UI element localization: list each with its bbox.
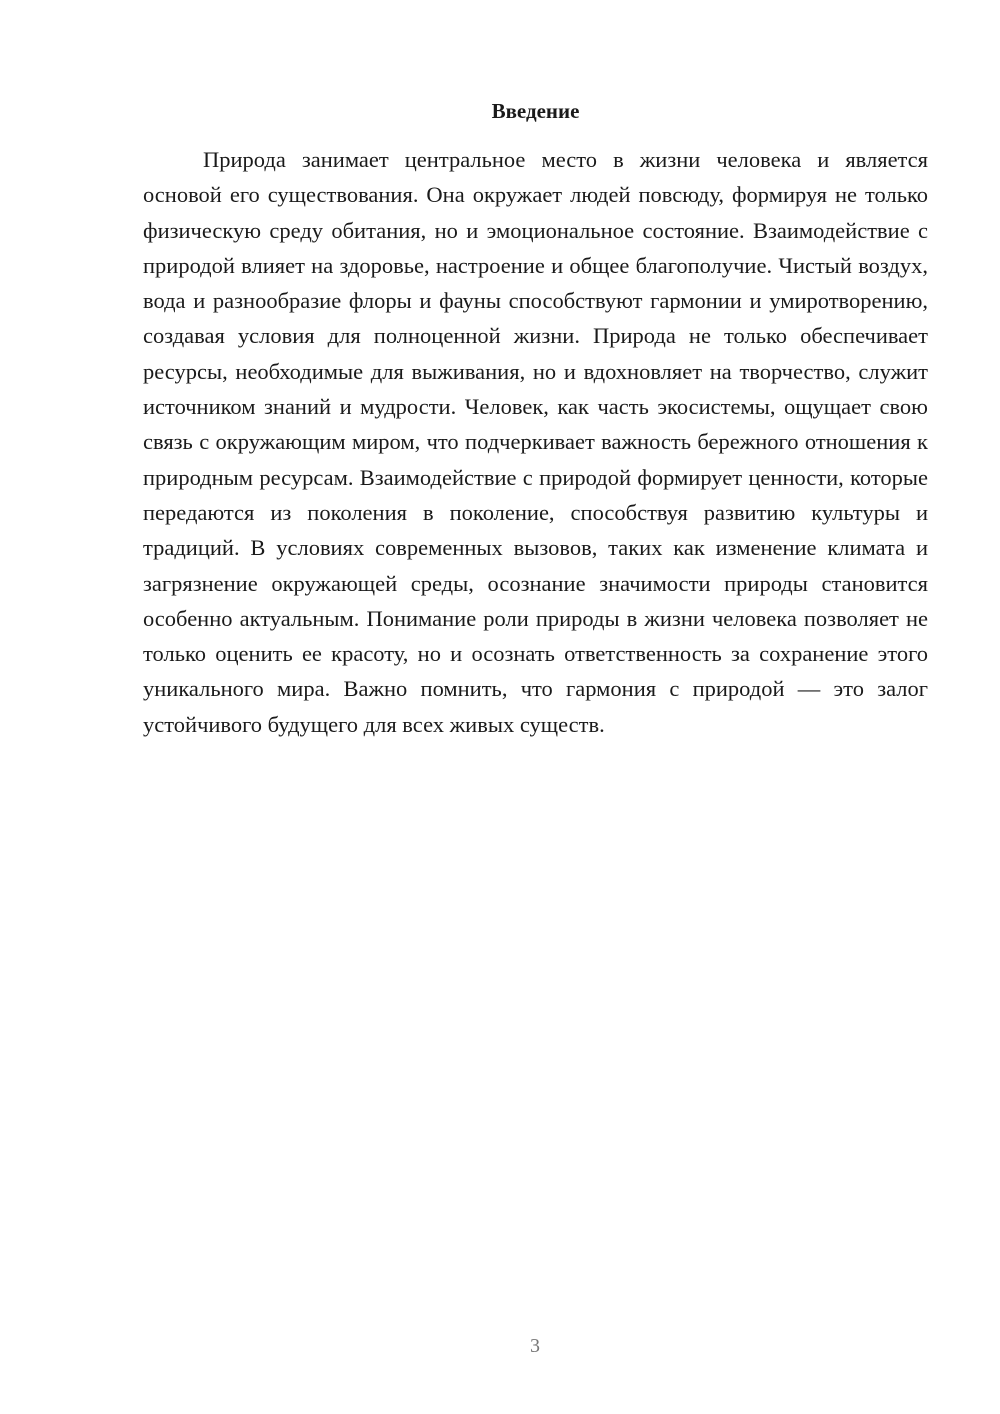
body-paragraph: Природа занимает центральное место в жизни человека и является основой его существования. Она окружает людей повсюду, формируя не только физическую среду обитания, но и эмоциональное состояние. Взаимодействие с природой влияет на здоровье, настроение и общее благополучие. Чистый воздух, вода и разнообразие флоры и фауны способствуют гармонии и умиротворению, создавая условия для полноценной жизни. Природа не только обеспечивает ресурсы, необходимые для выживания, но и вдохновляет на творчество, служит источником знаний и мудрости. Человек, как часть экосистемы, ощущает свою связь с окружающим миром, что подчеркивает важность бережного отношения к природным ресурсам. Взаимодействие с природой формирует ценности, которые передаются из поколения в поколение, способствуя развитию культуры и традиций. В условиях современных вызовов, таких как изменение климата и загрязнение окружающей среды, осознание значимости природы становится особенно актуальным. Понимание роли природы в жизни человека позволяет не только оценить ее красоту, но и осознать ответственность за сохранение этого уникального мира. Важно помнить, что гармония с природой — это залог устойчивого будущего для всех живых существ.	[143, 147, 928, 737]
section-heading: Введение	[491, 99, 580, 123]
page-number: 3	[530, 1335, 540, 1357]
